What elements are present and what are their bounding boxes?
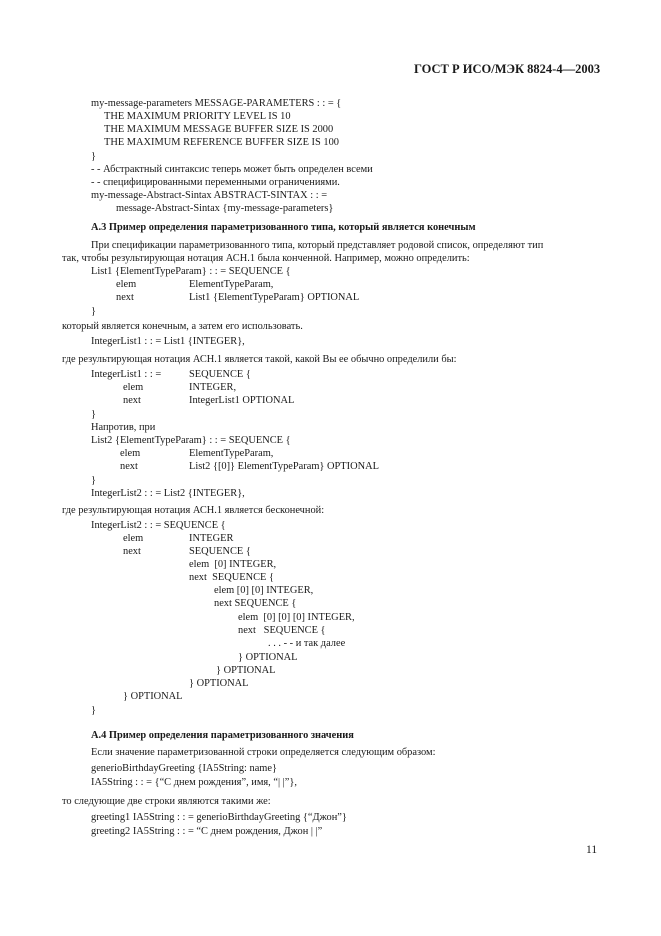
- code-line: }: [91, 705, 96, 716]
- paragraph-line: При спецификации параметризованного типа, который представляет родовой список, определяют тип: [91, 240, 544, 251]
- code-line: IntegerList1 : : = List1 {INTEGER},: [91, 336, 245, 347]
- code-line: elem: [116, 279, 137, 290]
- code-line: next SEQUENCE {: [189, 572, 274, 583]
- paragraph-line: Если значение параметризованной строки определяется следующим образом:: [91, 747, 436, 758]
- code-line: elem: [123, 533, 144, 544]
- code-line: next: [116, 292, 134, 303]
- text-line: message-Abstract-Sintax {my-message-parameters}: [116, 203, 334, 214]
- code-line: }: [91, 475, 96, 486]
- text-line: my-message-parameters MESSAGE-PARAMETERS : : = {: [91, 98, 342, 109]
- code-line: next SEQUENCE {: [214, 598, 297, 609]
- paragraph-line: то следующие две строки являются такими же:: [62, 796, 271, 807]
- code-line: } OPTIONAL: [216, 665, 276, 676]
- code-line: INTEGER: [189, 533, 234, 544]
- code-line: List2 {ElementTypeParam} : : = SEQUENCE {: [91, 435, 291, 446]
- paragraph-line: который является конечным, а затем его использовать.: [62, 321, 303, 332]
- code-line: }: [91, 306, 96, 317]
- code-line: SEQUENCE {: [189, 546, 251, 557]
- code-line: INTEGER,: [189, 382, 237, 393]
- section-heading-a4: А.4 Пример определения параметризованного значения: [91, 730, 354, 741]
- code-line: IA5String : : = {“С днем рождения”, имя, “| |”},: [91, 777, 297, 788]
- text-line: - - Абстрактный синтаксис теперь может быть определен всеми: [91, 164, 373, 175]
- code-line: } OPTIONAL: [189, 678, 249, 689]
- code-line: greeting2 IA5String : : = “С днем рождения, Джон | |”: [91, 826, 323, 837]
- code-line: List1 {ElementTypeParam} OPTIONAL: [189, 292, 360, 303]
- code-line: } OPTIONAL: [123, 691, 183, 702]
- code-line: ElementTypeParam,: [189, 448, 274, 459]
- code-line: elem [0] [0] INTEGER,: [214, 585, 314, 596]
- text-line: my-message-Abstract-Sintax ABSTRACT-SINTAX : : =: [91, 190, 328, 201]
- code-line: IntegerList1 OPTIONAL: [189, 395, 295, 406]
- code-line: next: [123, 546, 141, 557]
- code-line: elem [0] [0] [0] INTEGER,: [238, 612, 355, 623]
- paragraph-line: где результирующая нотация АСН.1 является такой, какой Вы ее обычно определили бы:: [62, 354, 457, 365]
- code-line: List1 {ElementTypeParam} : : = SEQUENCE {: [91, 266, 291, 277]
- code-line: next SEQUENCE {: [238, 625, 326, 636]
- code-line: . . . - - и так далее: [268, 638, 346, 649]
- text-line: - - специфицированными переменными ограничениями.: [91, 177, 340, 188]
- code-line: greeting1 IA5String : : = generioBirthdayGreeting {“Джон”}: [91, 812, 347, 823]
- code-line: next: [120, 461, 138, 472]
- text-line: THE MAXIMUM PRIORITY LEVEL IS 10: [104, 111, 291, 122]
- paragraph-line: так, чтобы результирующая нотация АСН.1 была конченной. Например, можно определить:: [62, 253, 470, 264]
- text-line: THE MAXIMUM REFERENCE BUFFER SIZE IS 100: [104, 137, 339, 148]
- paragraph-line: где результирующая нотация АСН.1 является бесконечной:: [62, 505, 325, 516]
- text-line: THE MAXIMUM MESSAGE BUFFER SIZE IS 2000: [104, 124, 334, 135]
- document-header: ГОСТ Р ИСО/МЭК 8824-4—2003: [414, 62, 601, 76]
- code-line: ElementTypeParam,: [189, 279, 274, 290]
- section-heading-a3: А.3 Пример определения параметризованного типа, который является конечным: [91, 222, 476, 233]
- code-line: generioBirthdayGreeting {IA5String: name}: [91, 763, 277, 774]
- code-line: IntegerList1 : : =: [91, 369, 162, 380]
- code-line: } OPTIONAL: [238, 652, 298, 663]
- text-line: }: [91, 151, 96, 162]
- code-line: elem: [120, 448, 141, 459]
- code-line: elem [0] INTEGER,: [189, 559, 277, 570]
- page-number: 11: [586, 844, 598, 856]
- code-line: elem: [123, 382, 144, 393]
- paragraph-line: Напротив, при: [91, 422, 156, 433]
- code-line: }: [91, 409, 96, 420]
- code-line: List2 {[0]} ElementTypeParam} OPTIONAL: [189, 461, 379, 472]
- code-line: SEQUENCE {: [189, 369, 251, 380]
- code-line: IntegerList2 : : = SEQUENCE {: [91, 520, 226, 531]
- code-line: IntegerList2 : : = List2 {INTEGER},: [91, 488, 245, 499]
- code-line: next: [123, 395, 141, 406]
